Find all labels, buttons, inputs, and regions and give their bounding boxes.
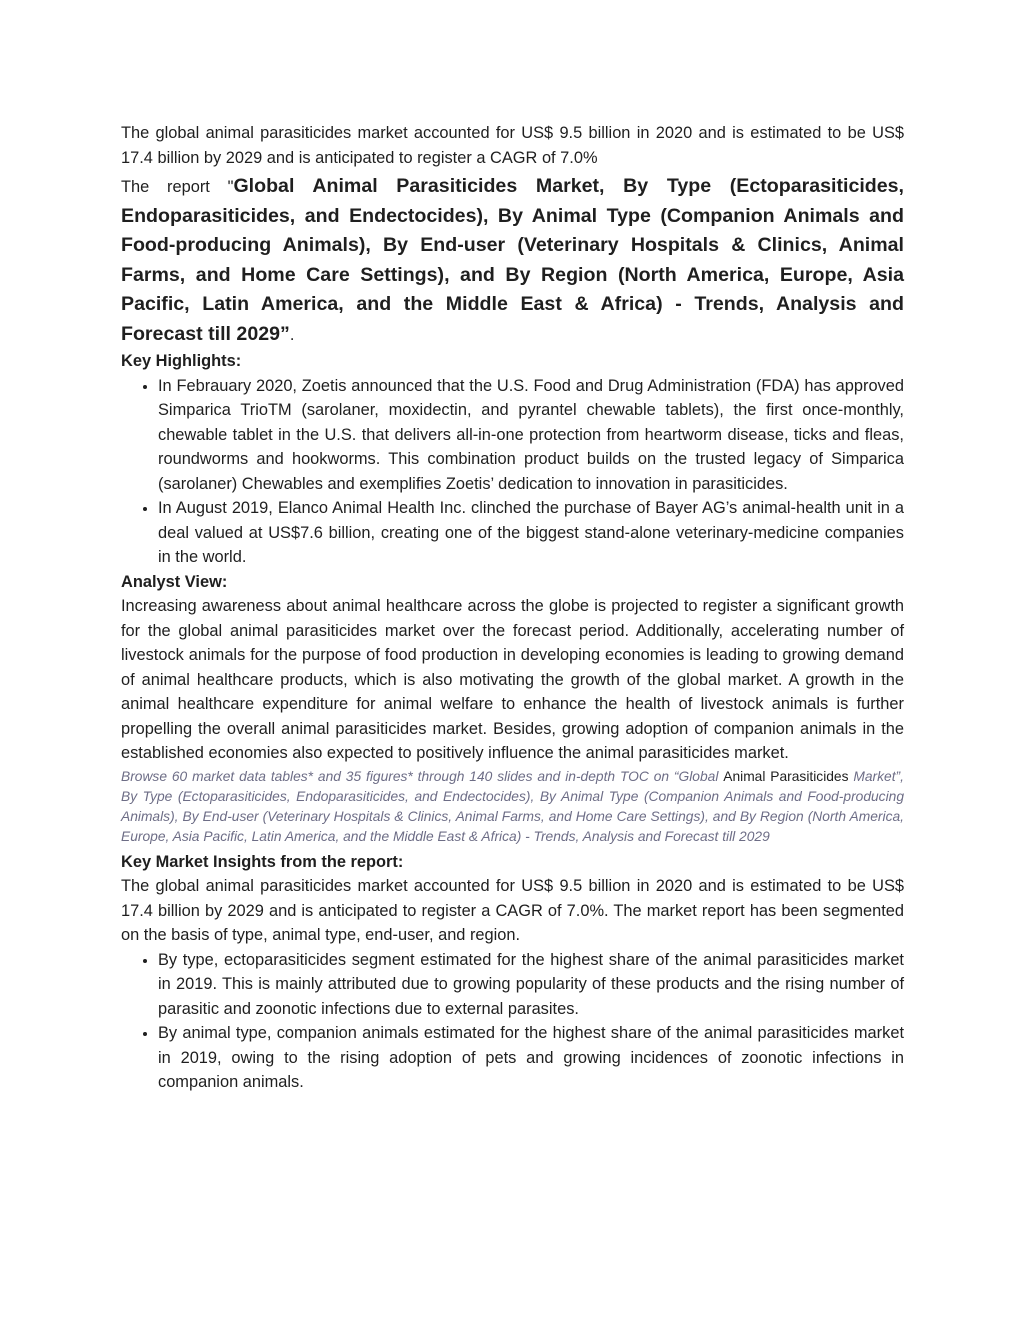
browse-link[interactable]: Animal Parasiticides xyxy=(723,768,849,784)
browse-lead: Browse 60 market data tables* and 35 figures* through 140 slides and in-depth TOC on “Global xyxy=(121,768,724,784)
list-item: • By type, ectoparasiticides segment estimated for the highest share of the animal parasiticides market in 2019. This is mainly attributed due to growing popularity of these products and the rising number of parasitic and zoonotic infections due to external parasites. xyxy=(158,948,904,1022)
browse-tail: Market”, By Type (Ectoparasiticides, Endoparasiticides, and Endectocides), By Animal Type (Companion Animals and Food-producing Animals), By End-user (Veterinary Hospitals & Clinics, Animal Farms, and Home Care Settings), and By Region (North America, Europe, Asia Pacific, Latin America, and the Middle East & Africa) - Trends, Analysis and Forecast till 2029 xyxy=(121,768,904,845)
key-highlights-list xyxy=(121,374,904,570)
key-highlights-heading: Key Highlights: xyxy=(121,352,242,370)
report-title: Global Animal Parasiticides Market, By Type (Ectoparasiticides, Endoparasiticides, and Endectocides), By Animal Type (Companion Animals and Food-producing Animals), By End-user (Veterinary Hospitals & Clinics, Animal Farms, and Home Care Settings), and By Region (North America, Europe, Asia Pacific, Latin America, and the Middle East & Africa) - Trends, Analysis and Forecast till 2029” xyxy=(121,175,904,345)
report-open-quote: " xyxy=(227,178,234,196)
browse-note xyxy=(121,767,904,848)
report-title-tail: . xyxy=(289,325,295,344)
intro-paragraph: The global animal parasiticides market accounted for US$ 9.5 billion in 2020 and is estimated to be US$ 17.4 billion by 2029 and is anticipated to register a CAGR of 7.0% xyxy=(121,124,904,167)
list-item: • In August 2019, Elanco Animal Health Inc. clinched the purchase of Bayer AG’s animal-health unit in a deal valued at US$7.6 billion, creating one of the biggest stand-alone veterinary-medicine companies in the world. xyxy=(158,496,904,570)
key-insights-list xyxy=(121,948,904,1095)
key-insights-heading: Key Market Insights from the report: xyxy=(121,852,404,871)
key-insights-paragraph: The global animal parasiticides market accounted for US$ 9.5 billion in 2020 and is estimated to be US$ 17.4 billion by 2029 and is anticipated to register a CAGR of 7.0%. The market report has been segmented on the basis of type, animal type, end-user, and region. xyxy=(121,877,904,945)
list-item: • By animal type, companion animals estimated for the highest share of the animal parasiticides market in 2019, owing to the rising adoption of pets and growing incidences of zoonotic infections in companion animals. xyxy=(158,1021,904,1095)
document-body xyxy=(121,121,904,1095)
analyst-view-paragraph: Increasing awareness about animal healthcare across the globe is projected to register a significant growth for the global animal parasiticides market over the forecast period. Additionally, accelerating number of livestock animals for the purpose of food production in developing economies is leading to growing demand of animal healthcare products, which is also motivating the growth of the global market. A growth in the animal healthcare expenditure for animal welfare to enhance the health of livestock animals is further propelling the overall animal parasiticides market. Besides, growing adoption of companion animals in the established economies also expected to positively influence the animal parasiticides market. xyxy=(121,597,904,762)
report-lead: The report xyxy=(121,178,228,196)
report-title-paragraph xyxy=(121,172,904,349)
analyst-view-heading: Analyst View: xyxy=(121,572,228,591)
list-item: • In Febrauary 2020, Zoetis announced that the U.S. Food and Drug Administration (FDA) has approved Simparica TrioTM (sarolaner, moxidectin, and pyrantel chewable tablets), the first once-monthly, chewable tablet in the U.S. that delivers all-in-one protection from heartworm disease, ticks and fleas, roundworms and hookworms. This combination product builds on the trusted legacy of Simparica (sarolaner) Chewables and exemplifies Zoetis’ dedication to innovation in parasiticides. xyxy=(158,374,904,497)
